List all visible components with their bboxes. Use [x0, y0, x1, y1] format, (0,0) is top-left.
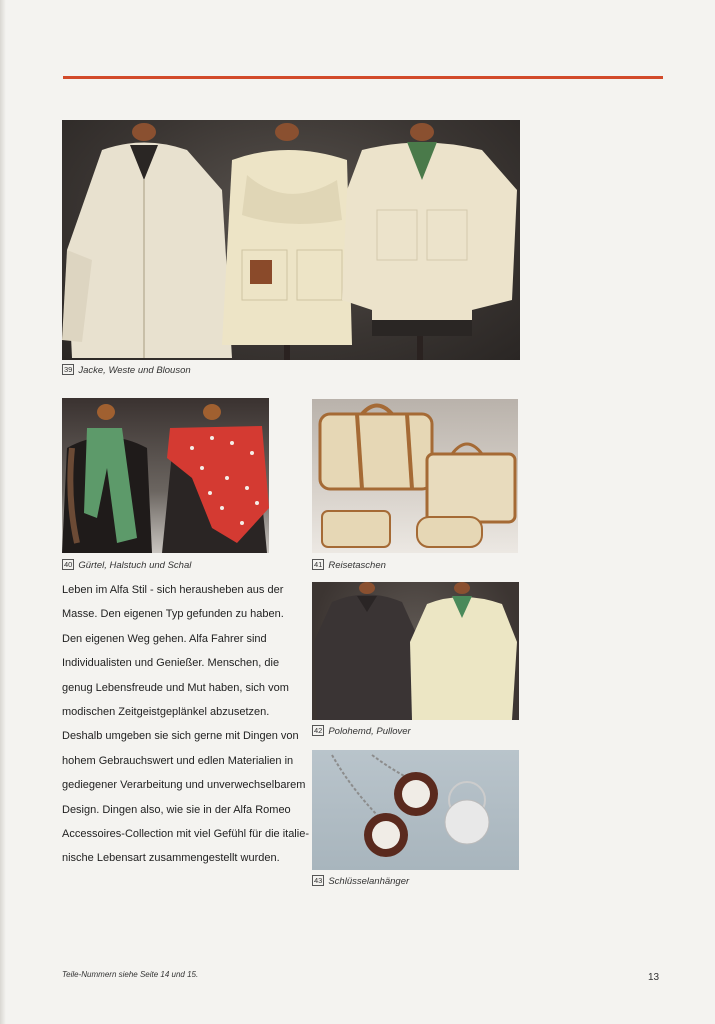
jackets-illustration [62, 120, 520, 360]
body-line: genug Lebensfreude und Mut haben, sich vom [62, 681, 289, 694]
bags-illustration [312, 399, 518, 553]
caption-scarves [62, 559, 191, 571]
photo-number-39: 39 [64, 365, 73, 374]
page-number: 13 [648, 972, 660, 983]
photo-scarves [62, 398, 269, 553]
photo-number-42: 42 [314, 726, 323, 735]
scarves-illustration [62, 398, 269, 553]
body-line: Design. Dingen also, wie sie in der Alfa Romeo [62, 803, 291, 816]
caption-sweaters-text: Polohemd, Pullover [328, 726, 411, 737]
caption-jackets-text: Jacke, Weste und Blouson [78, 365, 191, 376]
body-line: Accessoires-Collection mit viel Gefühl für die italie- [62, 828, 309, 841]
caption-bags-text: Reisetaschen [328, 560, 386, 571]
header-rule [63, 76, 663, 79]
caption-jackets [62, 364, 191, 376]
photo-sweaters [312, 582, 519, 720]
page-spine-shadow [0, 0, 6, 1024]
caption-keys [312, 875, 409, 887]
caption-scarves-text: Gürtel, Halstuch und Schal [78, 560, 192, 571]
photo-number-41: 41 [314, 560, 323, 569]
photo-bags [312, 399, 518, 553]
body-line: Den eigenen Weg gehen. Alfa Fahrer sind [62, 632, 267, 645]
body-line: Deshalb umgeben sie sich gerne mit Dingen von [62, 730, 299, 743]
photo-keys [312, 750, 519, 870]
caption-keys-text: Schlüsselanhänger [328, 876, 410, 887]
caption-sweaters [312, 725, 411, 737]
body-line: gediegener Verarbeitung und unverwechselbarem [62, 779, 306, 792]
photo-number-43: 43 [314, 876, 323, 885]
caption-bags [312, 559, 386, 571]
body-line: hohem Gebrauchswert und edlen Materialien in [62, 754, 294, 767]
body-line: Individualisten und Genießer. Menschen, die [62, 657, 280, 670]
sweaters-illustration [312, 582, 519, 720]
photo-number-40: 40 [64, 560, 73, 569]
body-text [62, 578, 309, 871]
body-line: nische Lebensart zusammengestellt wurden. [62, 852, 280, 865]
body-line: Leben im Alfa Stil - sich herausheben aus der [62, 584, 284, 596]
keyrings-illustration [312, 750, 519, 870]
body-line: modischen Zeitgeistgeplänkel abzusetzen. [62, 706, 270, 719]
body-line: Masse. Den eigenen Typ gefunden zu haben. [62, 608, 284, 621]
footnote: Teile-Nummern siehe Seite 14 und 15. [62, 970, 199, 979]
photo-jackets [62, 120, 520, 360]
